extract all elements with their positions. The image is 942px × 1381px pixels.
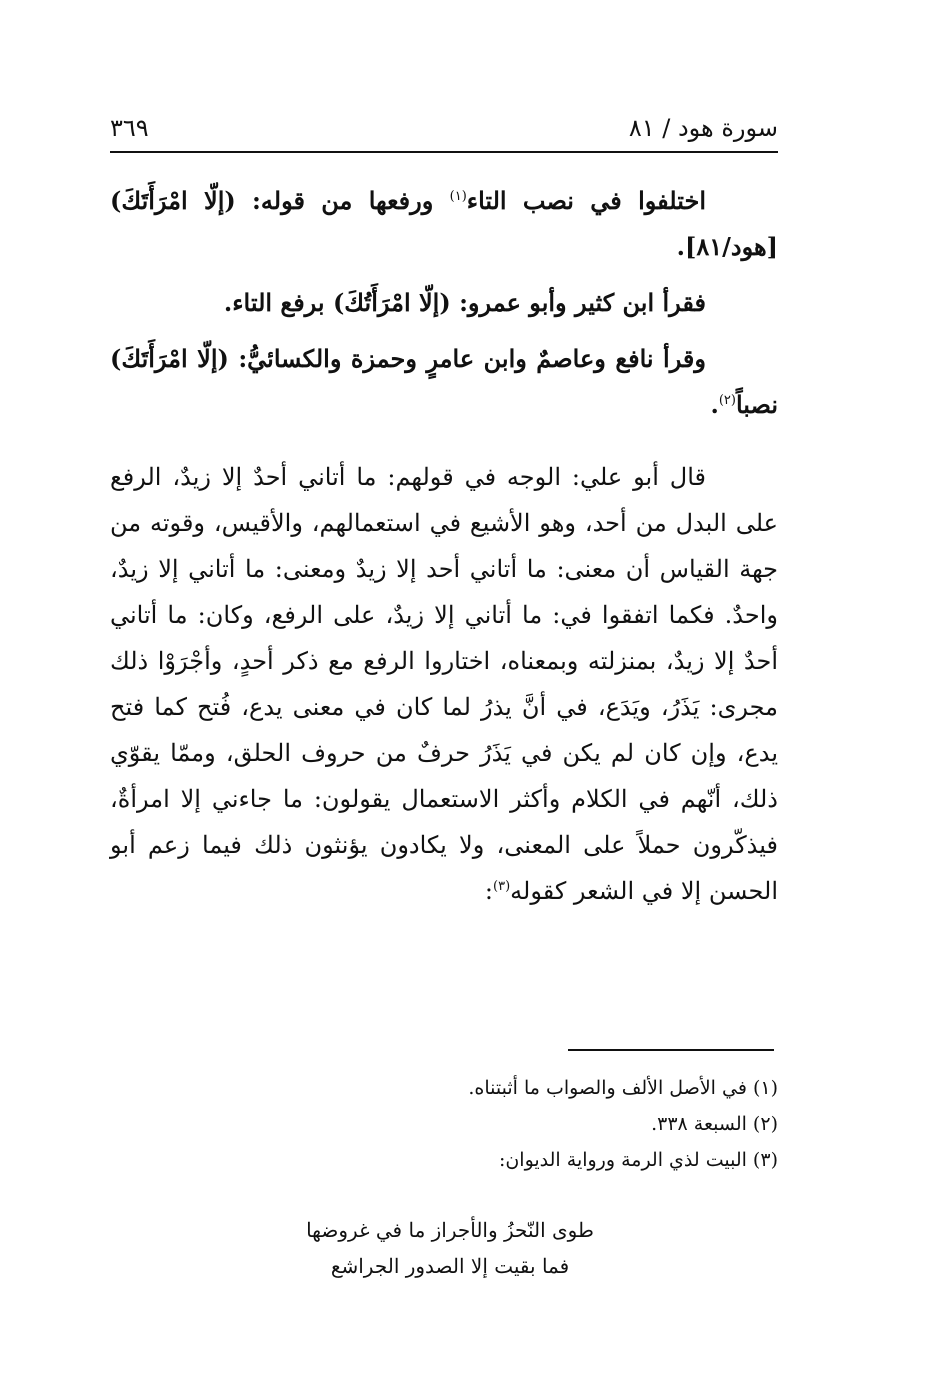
- poem-line-2: فما بقيت إلا الصدور الجراشع: [330, 1254, 570, 1278]
- paragraph-abu-ali: [110, 454, 778, 914]
- page-header: [110, 114, 778, 150]
- poem-verse: [180, 1212, 720, 1284]
- footnote-ref: (٢): [718, 393, 736, 408]
- footnote-3: (٣) البيت لذي الرمة ورواية الديوان:: [498, 1149, 778, 1171]
- paragraph-text-end: :: [484, 877, 493, 905]
- main-text: [110, 178, 778, 914]
- paragraph-variant-intro: [110, 178, 778, 270]
- footnote-2: (٢) السبعة ٣٣٨.: [651, 1113, 778, 1135]
- footnotes: [110, 1072, 778, 1180]
- footnote-rule: [568, 1049, 774, 1051]
- header-rule: [110, 151, 778, 153]
- poem-line-1: طوى النّحزُ والأجراز ما في غروضها: [306, 1218, 594, 1242]
- paragraph-reading-nasb: [110, 336, 778, 428]
- paragraph-text: قال أبو علي: الوجه في قولهم: ما أتاني أحدٌ إلا زيدٌ، الرفع على البدل من أحد، وهو الأشيع في استعمالهم، والأقيس، وقوته من جهة القياس أن معنى: ما أتاني أحد إلا زيدٌ ومعنى: ما أتاني إلا زيدٌ، واحدٌ. فكما اتفقوا في: ما أتاني إلا زيدٌ، على الرفع، وكان: ما أتاني أحدٌ إلا زيدٌ، بمنزلته وبمعناه، اختاروا الرفع مع ذكر أحدٍ، وأجْرَوْا ذلك مجرى: يَذَرُ، ويَدَع، في أنَّ يذرُ لما كان في معنى يدع، فُتح كما فتح يدع، وإن كان لم يكن في يَذَرُ حرفٌ من حروف الحلق، وممّا يقوّي ذلك، أنّهم في الكلام وأكثر الاستعمال يقولون: ما جاءني إلا امرأةٌ، فيذكّرون حملاً على المعنى، ولا يكادون يؤنثون ذلك فيما زعم أبو الحسن إلا في الشعر كقوله: [110, 463, 778, 905]
- page-number: ٣٦٩: [110, 114, 149, 142]
- paragraph-reading-raf: فقرأ ابن كثير وأبو عمرو: (إلّا امْرَأَتُكَ) برفع التاء.: [223, 288, 706, 317]
- paragraph-text: اختلفوا في نصب التاء: [466, 186, 706, 215]
- paragraph-text-end: .: [710, 390, 719, 419]
- footnote-1: (١) في الأصل الألف والصواب ما أثبتناه.: [468, 1077, 778, 1099]
- footnote-ref: (٣): [493, 879, 511, 894]
- surah-title: سورة هود / ٨١: [628, 114, 778, 142]
- paragraph-text: وقرأ نافع وعاصمٌ وابن عامرٍ وحمزة والكسائيُّ: (إلّا امْرَأَتَكَ) نصباً: [110, 344, 778, 419]
- footnote-ref: (١): [449, 189, 467, 204]
- paragraph-text-end: ورفعها من قوله: (إلّا امْرَأَتَكَ) [هود/٨١].: [110, 186, 778, 261]
